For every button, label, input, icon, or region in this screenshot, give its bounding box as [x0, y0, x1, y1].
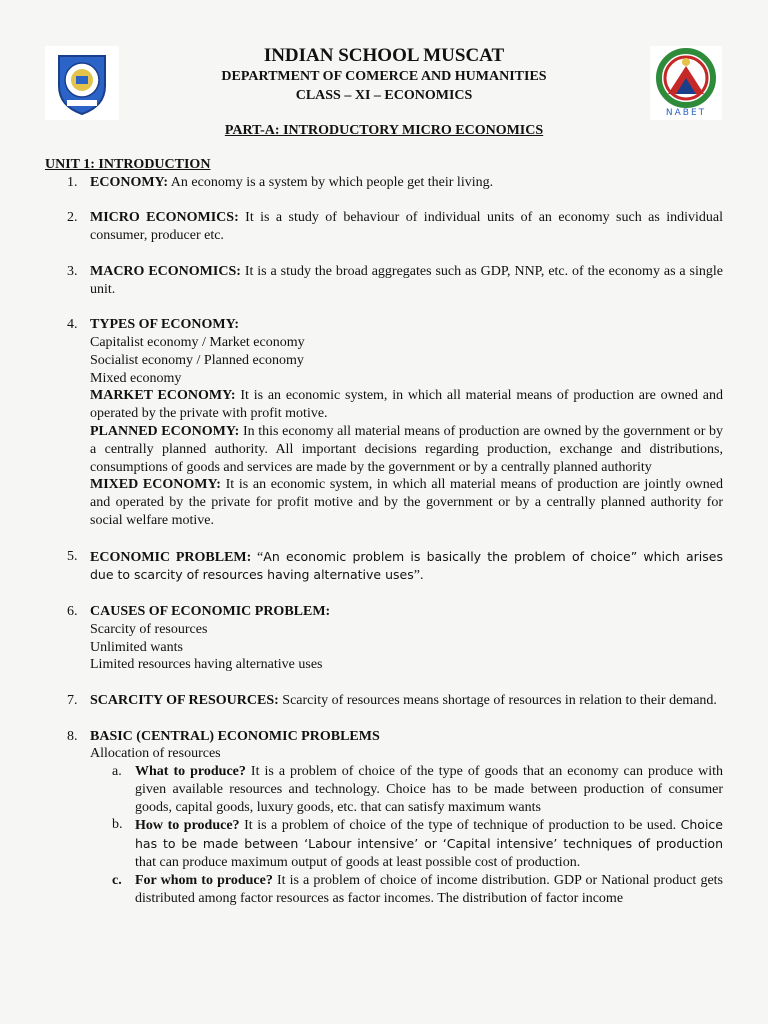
- department-title: DEPARTMENT OF COMERCE AND HUMANITIES: [221, 69, 547, 84]
- market-economy-text: It is an economic system, in which all material means of production are owned and operated by the private with profit motive.: [90, 388, 723, 422]
- planned-economy-paragraph: [90, 423, 723, 476]
- item-term: TYPES OF ECONOMY:: [90, 317, 240, 333]
- sub-item-term: For whom to produce?: [135, 872, 273, 888]
- list-item-types-of-economy: [45, 316, 723, 530]
- cause-item: Limited resources having alternative uses: [90, 657, 323, 673]
- item-text: “: [251, 549, 264, 565]
- item-text: An economy is a system by which people get their living.: [168, 174, 494, 190]
- item-number: 5.: [67, 548, 78, 564]
- market-economy-term: MARKET ECONOMY:: [90, 388, 236, 404]
- list-item-economy: [45, 174, 723, 192]
- list-item-scarcity-of-resources: [45, 692, 723, 710]
- item-text: It is a study the broad aggregates such as GDP, NNP, etc. of the economy as a single unit.: [90, 263, 723, 297]
- sub-item-term: What to produce?: [135, 764, 246, 780]
- item-text: It is a study of behaviour of individual units of an economy such as individual consumer, producer etc.: [90, 210, 723, 244]
- part-title: PART-A: INTRODUCTORY MICRO ECONOMICS: [224, 123, 544, 138]
- sub-item-letter: b.: [112, 817, 123, 833]
- item-number: 4.: [67, 317, 78, 333]
- item-term: BASIC (CENTRAL) ECONOMIC PROBLEMS: [90, 728, 380, 744]
- sub-item-term: How to produce?: [135, 818, 240, 834]
- nabet-label: NABET: [665, 108, 707, 118]
- item-number: 8.: [67, 728, 78, 744]
- sub-item-letter: c.: [112, 872, 122, 888]
- document-body: [45, 156, 723, 907]
- cause-item: Unlimited wants: [90, 639, 183, 655]
- planned-economy-text: In this economy all material means of production are owned by the government or by a centrally planned authority. All important decisions regarding production, exchange and distributions, consumptions of goods and services are made by the government or by a centrally planned authority: [90, 423, 723, 475]
- economy-type: Socialist economy / Planned economy: [90, 352, 304, 368]
- list-item-causes-of-economic-problem: [45, 603, 723, 674]
- allocation-intro: Allocation of resources: [90, 746, 221, 762]
- sub-item-text: It is a problem of choice of income distribution. GDP or National product gets distributed among factor resources as factor incomes. The distribution of factor income: [135, 872, 723, 906]
- list-item-macro-economics: [45, 263, 723, 299]
- document-header: [0, 45, 768, 140]
- mixed-economy-text: It is an economic system, in which all material means of production are jointly owned and operated by the private for profit motive and by the government or by a centrally planned authority for social welfare motive.: [90, 477, 723, 528]
- item-text-quote: An economic problem is basically the problem of choice: [263, 548, 631, 564]
- item-number: 7.: [67, 692, 78, 708]
- item-number: 3.: [67, 263, 78, 279]
- market-economy-paragraph: [90, 387, 723, 423]
- item-term: MICRO ECONOMICS:: [90, 210, 239, 226]
- list-item-basic-economic-problems: [45, 728, 723, 908]
- school-title: INDIAN SCHOOL MUSCAT: [263, 45, 505, 66]
- mixed-economy-term: MIXED ECONOMY:: [90, 477, 221, 493]
- sub-item-letter: a.: [112, 764, 122, 780]
- sub-item-text: Choice has to be made between ‘Labour intensive’ or ‘Capital intensive’ techniques of production: [135, 817, 723, 852]
- item-text: Scarcity of resources means shortage of resources in relation to their demand.: [278, 692, 717, 708]
- sub-item-how-to-produce: [90, 816, 723, 871]
- unit-title: UNIT 1: INTRODUCTION: [45, 157, 211, 172]
- sub-item-what-to-produce: [90, 763, 723, 816]
- cause-item: Scarcity of resources: [90, 621, 208, 637]
- list-item-micro-economics: [45, 209, 723, 245]
- item-number: 1.: [67, 174, 78, 190]
- economy-type: Mixed economy: [90, 370, 182, 386]
- mixed-economy-paragraph: [90, 476, 723, 529]
- item-term: CAUSES OF ECONOMIC PROBLEM:: [90, 603, 331, 619]
- item-term: SCARCITY OF RESOURCES:: [90, 692, 279, 708]
- item-term: MACRO ECONOMICS:: [90, 263, 241, 279]
- class-title: CLASS – XI – ECONOMICS: [295, 88, 473, 103]
- item-number: 6.: [67, 603, 78, 619]
- list-item-economic-problem: [45, 548, 723, 586]
- sub-item-for-whom-to-produce: [90, 872, 723, 908]
- item-number: 2.: [67, 210, 78, 226]
- item-text: ”.: [413, 568, 424, 584]
- item-term: ECONOMIC PROBLEM:: [90, 549, 252, 565]
- item-text: ” which arises due to scarcity of resources having alternative uses: [90, 548, 723, 583]
- item-term: ECONOMY:: [90, 174, 169, 190]
- sub-item-text: that can produce maximum output of goods at least possible cost of production.: [135, 855, 581, 871]
- economy-type: Capitalist economy / Market economy: [90, 334, 305, 350]
- sub-item-text: It is a problem of choice of the type of goods that an economy can produce with given available resources and technology. Choice has to be made between production of consumer goods, capital goods, luxury goods, etc. that can satisfy maximum wants: [135, 764, 723, 815]
- planned-economy-term: PLANNED ECONOMY:: [90, 423, 240, 439]
- sub-item-text: It is a problem of choice of the type of technique of production to be used.: [239, 818, 681, 834]
